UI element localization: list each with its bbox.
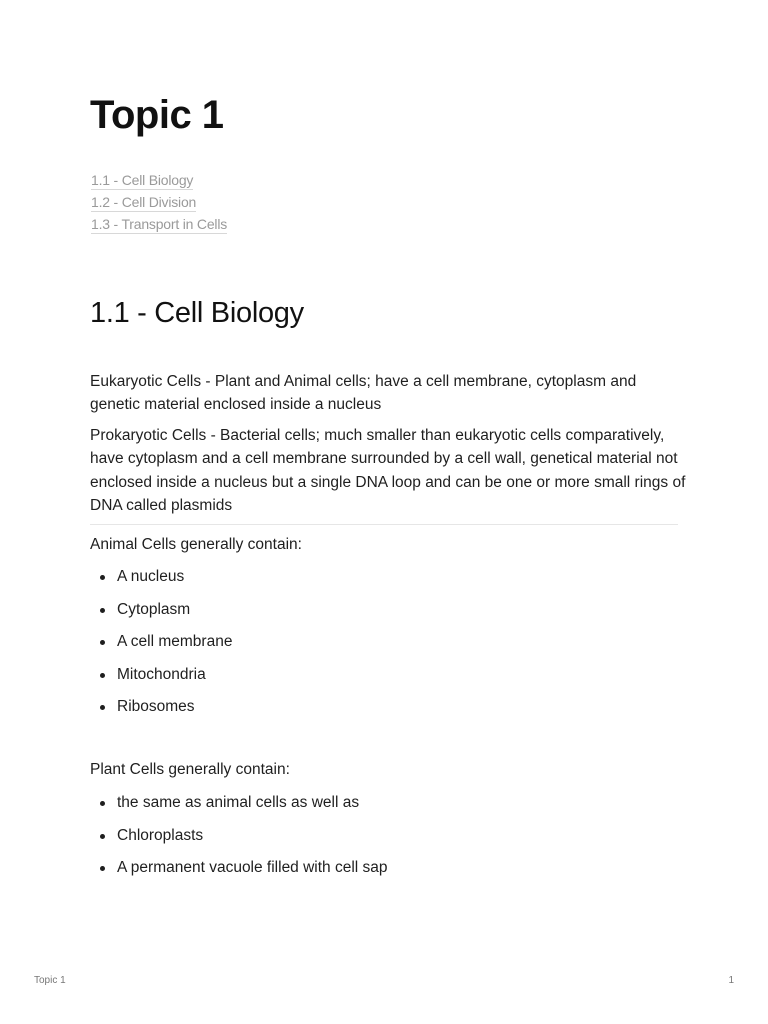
animal-cells-list xyxy=(90,566,232,729)
list-item xyxy=(90,825,388,858)
list-item xyxy=(90,664,232,697)
list-item xyxy=(90,792,388,825)
bullet-icon xyxy=(100,801,105,806)
bullet-icon xyxy=(100,705,105,710)
bullet-icon xyxy=(100,640,105,645)
bullet-icon xyxy=(100,608,105,613)
list-item-text: A cell membrane xyxy=(117,633,233,650)
list-item-text: A permanent vacuole filled with cell sap xyxy=(117,859,388,876)
bullet-icon xyxy=(100,866,105,871)
toc-link-cell-biology[interactable]: 1.1 - Cell Biology xyxy=(91,172,194,188)
toc-link-cell-division[interactable]: 1.2 - Cell Division xyxy=(91,194,197,210)
list-item-text: Ribosomes xyxy=(117,698,195,715)
bullet-icon xyxy=(100,834,105,839)
toc-item xyxy=(91,193,227,215)
table-of-contents xyxy=(91,171,227,237)
list-item-text: Mitochondria xyxy=(117,665,206,683)
list-item-text: A nucleus xyxy=(117,568,185,585)
plant-cells-intro: Plant Cells generally contain: xyxy=(90,761,290,778)
list-item-text: Chloroplasts xyxy=(117,826,204,844)
toc-link-transport-in-cells[interactable]: 1.3 - Transport in Cells xyxy=(91,216,228,232)
list-item xyxy=(90,566,232,599)
prokaryotic-paragraph: Prokaryotic Cells - Bacterial cells; much smaller than eukaryotic cells comparatively, have cytoplasm and a cell membrane surrounded by a cell wall, genetical material not enclosed inside a nucleus but a single DNA loop and can be one or more small rings of DNA called plasmids xyxy=(90,427,686,514)
bullet-icon xyxy=(100,673,105,678)
footer-title: Topic 1 xyxy=(34,975,66,986)
page-number: 1 xyxy=(728,975,734,986)
plant-cells-list xyxy=(90,792,388,890)
list-item xyxy=(90,696,232,729)
animal-cells-intro: Animal Cells generally contain: xyxy=(90,536,302,553)
section-heading: 1.1 - Cell Biology xyxy=(90,297,304,329)
list-item xyxy=(90,599,232,632)
bullet-icon xyxy=(100,575,105,580)
eukaryotic-paragraph: Eukaryotic Cells - Plant and Animal cells; have a cell membrane, cytoplasm and genetic material enclosed inside a nucleus xyxy=(90,373,637,414)
list-item-text: Cytoplasm xyxy=(117,600,191,618)
toc-item xyxy=(91,215,227,237)
toc-item xyxy=(91,171,227,193)
list-item-text: the same as animal cells as well as xyxy=(117,794,360,811)
page-title: Topic 1 xyxy=(90,93,224,137)
list-item xyxy=(90,857,388,890)
list-item xyxy=(90,631,232,664)
divider xyxy=(90,524,678,525)
